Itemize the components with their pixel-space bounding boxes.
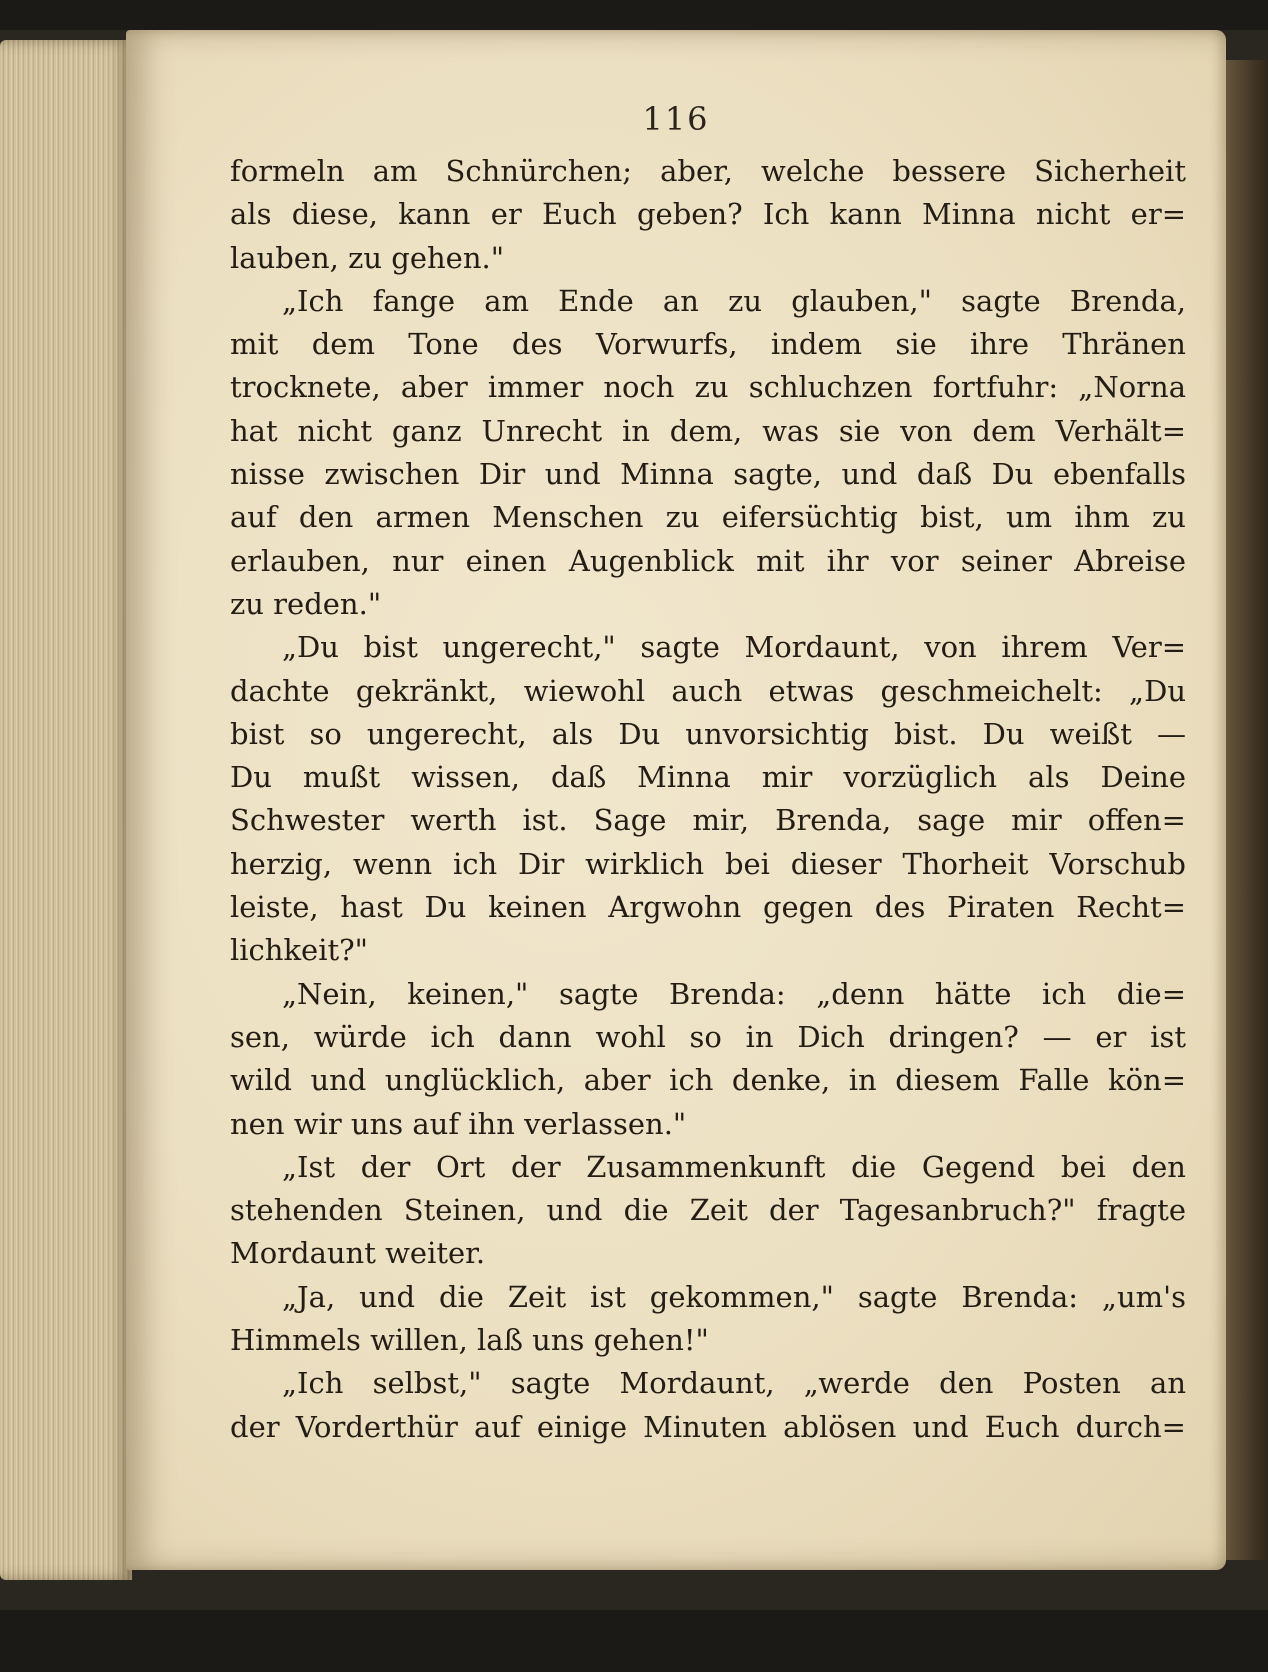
page-number: 116 [642,100,710,138]
text-line: „Ich selbst," sagte Mordaunt, „werde den Posten an [282,1366,1186,1401]
text-line: stehenden Steinen, und die Zeit der Tagesanbruch?" fragte [230,1193,1186,1228]
text-line: erlauben, nur einen Augenblick mit ihr vor seiner Abreise [230,543,1186,578]
text-line: als diese, kann er Euch geben? Ich kann Minna nicht er= [230,197,1186,232]
text-line: der Vorderthür auf einige Minuten ablösen und Euch durch= [230,1409,1186,1444]
text-line: Schwester werth ist. Sage mir, Brenda, sage mir offen= [230,803,1186,838]
text-line: „Ich fange am Ende an zu glauben," sagte Brenda, [282,283,1186,318]
text-line: nisse zwischen Dir und Minna sagte, und daß Du ebenfalls [230,457,1186,492]
text-line: hat nicht ganz Unrecht in dem, was sie von dem Verhält= [230,413,1186,448]
text-line: dachte gekränkt, wiewohl auch etwas geschmeichelt: „Du [230,673,1186,708]
text-line: formeln am Schnürchen; aber, welche bessere Sicherheit [230,154,1186,188]
text-line: sen, würde ich dann wohl so in Dich dringen? — er ist [230,1019,1186,1054]
text-line: Himmels willen, laß uns gehen!" [230,1323,709,1358]
text-line: nen wir uns auf ihn verlassen." [230,1106,687,1141]
book-cover-edge [1222,60,1268,1560]
text-line: wild und unglücklich, aber ich denke, in diesem Falle kön= [230,1063,1186,1098]
text-line: „Ja, und die Zeit ist gekommen," sagte Brenda: „um's [282,1279,1186,1314]
text-line: „Du bist ungerecht," sagte Mordaunt, von ihrem Ver= [282,630,1186,665]
text-line: Mordaunt weiter. [230,1236,486,1271]
text-line: Du mußt wissen, daß Minna mir vorzüglich als Deine [230,760,1186,795]
text-line: mit dem Tone des Vorwurfs, indem sie ihre Thränen [230,327,1186,362]
page-text [230,150,1186,1449]
text-line: herzig, wenn ich Dir wirklich bei dieser Thorheit Vorschub [230,846,1186,881]
text-line: zu reden." [230,586,382,621]
text-line: bist so ungerecht, als Du unvorsichtig bist. Du weißt — [230,716,1186,751]
text-line: leiste, hast Du keinen Argwohn gegen des Piraten Recht= [230,890,1186,925]
text-line: lichkeit?" [230,933,369,968]
text-line: „Nein, keinen," sagte Brenda: „denn hätte ich die= [282,976,1186,1011]
page-edges [0,40,132,1580]
text-line: lauben, zu gehen." [230,240,505,275]
text-line: trocknete, aber immer noch zu schluchzen fortfuhr: „Norna [230,370,1186,405]
text-line: auf den armen Menschen zu eifersüchtig bist, um ihm zu [230,500,1186,535]
text-line: „Ist der Ort der Zusammenkunft die Gegend bei den [282,1149,1186,1184]
book-page [126,30,1226,1570]
